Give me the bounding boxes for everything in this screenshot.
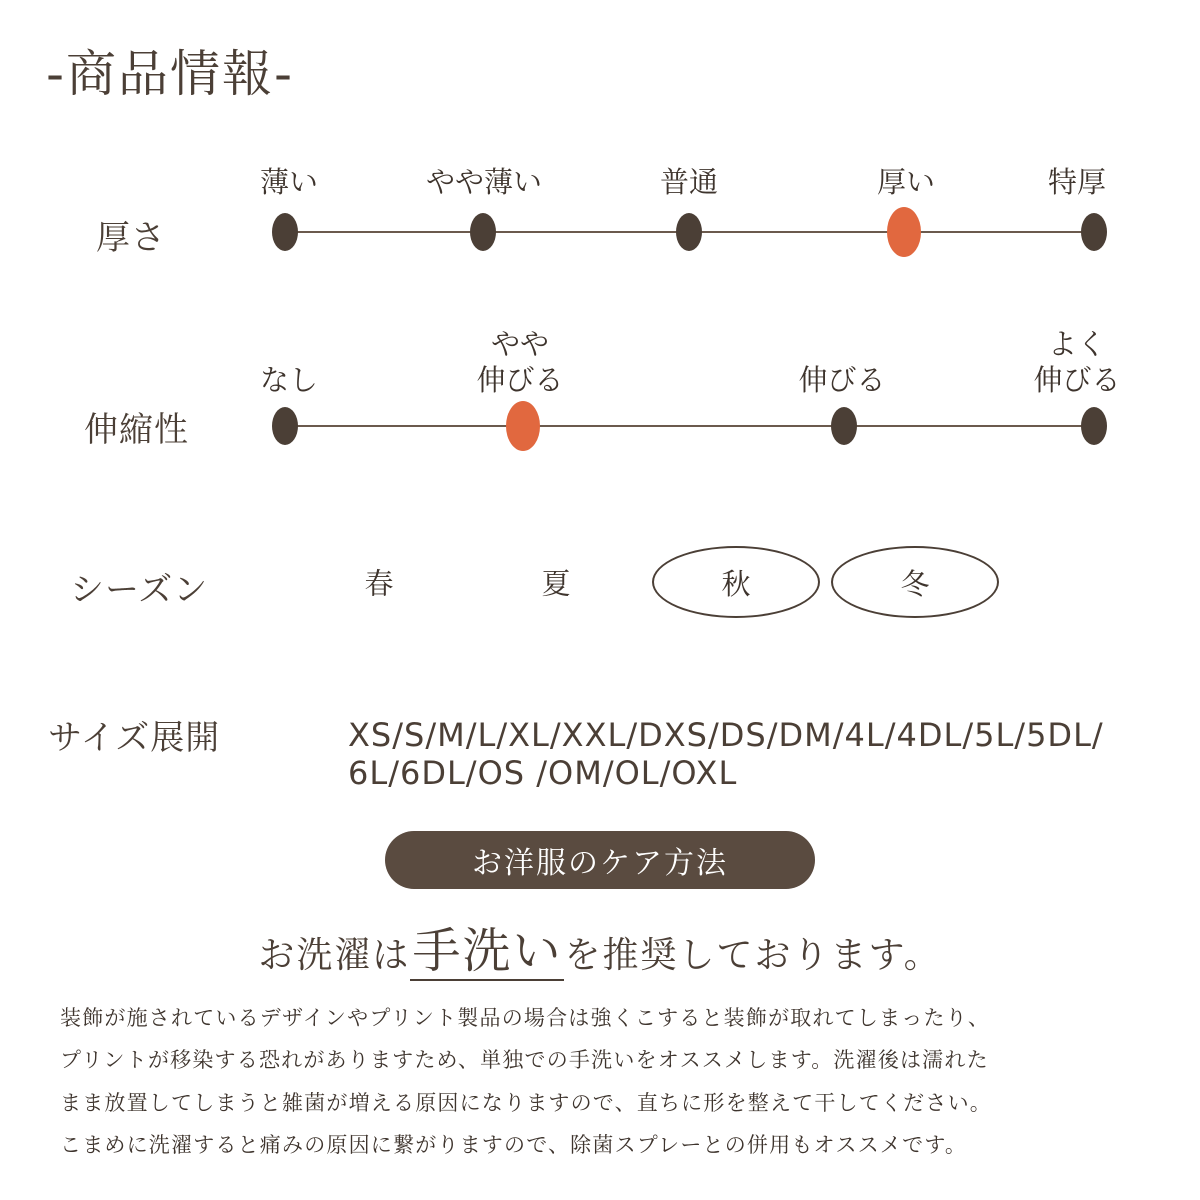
stretch-dot-very[interactable] — [1081, 407, 1107, 445]
thickness-option-normal: 普通 — [659, 165, 719, 199]
wash-recommendation — [0, 912, 1200, 981]
sizes-values — [348, 716, 1148, 792]
stretch-dot-stretches[interactable] — [831, 407, 857, 445]
care-method-button[interactable]: お洋服のケア方法 — [385, 831, 815, 889]
thickness-option-thick: 厚い — [876, 165, 936, 199]
season-winter-text: 冬 — [900, 566, 930, 601]
sizes-line-1: XS/S/M/L/XL/XXL/DXS/DS/DM/4L/4DL/5L/5DL/ — [348, 716, 1104, 754]
stretch-option-very-text: よく 伸びる — [1033, 327, 1121, 397]
stretch-track — [285, 425, 1095, 427]
page-title: -商品情報- — [46, 45, 295, 103]
season-summer[interactable]: 夏 — [541, 566, 571, 601]
thickness-option-slightly-thin: やや薄い — [425, 165, 543, 199]
care-body-line-1: 装飾が施されているデザインやプリント製品の場合は強くこすると装飾が取れてしまったり、 — [60, 1006, 991, 1030]
wash-after: を推奨しております。 — [564, 935, 942, 976]
stretch-dot-none[interactable] — [272, 407, 298, 445]
stretch-option-none: なし — [259, 363, 319, 397]
season-autumn-text: 秋 — [721, 566, 751, 601]
stretch-dot-slightly[interactable] — [506, 401, 540, 451]
stretch-option-stretches: 伸びる — [798, 363, 886, 397]
thickness-option-extra-thick: 特厚 — [1047, 165, 1107, 199]
thickness-label: 厚さ — [96, 218, 166, 258]
sizes-line-2: 6L/6DL/OS /OM/OL/OXL — [348, 754, 738, 792]
care-body-line-3: まま放置してしまうと雑菌が増える原因になりますので、直ちに形を整えて干してください。 — [60, 1091, 992, 1115]
stretch-option-slightly-text: やや 伸びる — [476, 327, 564, 397]
stretch-label: 伸縮性 — [84, 410, 189, 450]
season-winter[interactable] — [831, 546, 999, 618]
season-label: シーズン — [70, 570, 209, 610]
care-body-line-4: こまめに洗濯すると痛みの原因に繋がりますので、除菌スプレーとの併用もオススメです。 — [60, 1133, 968, 1157]
care-body-line-2: プリントが移染する恐れがありますため、単独での手洗いをオススメします。洗濯後は濡れた — [60, 1048, 989, 1072]
thickness-option-thin: 薄い — [259, 165, 319, 199]
season-spring[interactable]: 春 — [364, 566, 394, 601]
wash-before: お洗濯は — [258, 935, 411, 976]
stretch-option-slightly — [476, 326, 563, 398]
season-autumn[interactable] — [652, 546, 820, 618]
wash-emphasis: 手洗い — [412, 923, 563, 979]
stretch-option-very — [1033, 326, 1120, 398]
sizes-label: サイズ展開 — [48, 718, 221, 758]
